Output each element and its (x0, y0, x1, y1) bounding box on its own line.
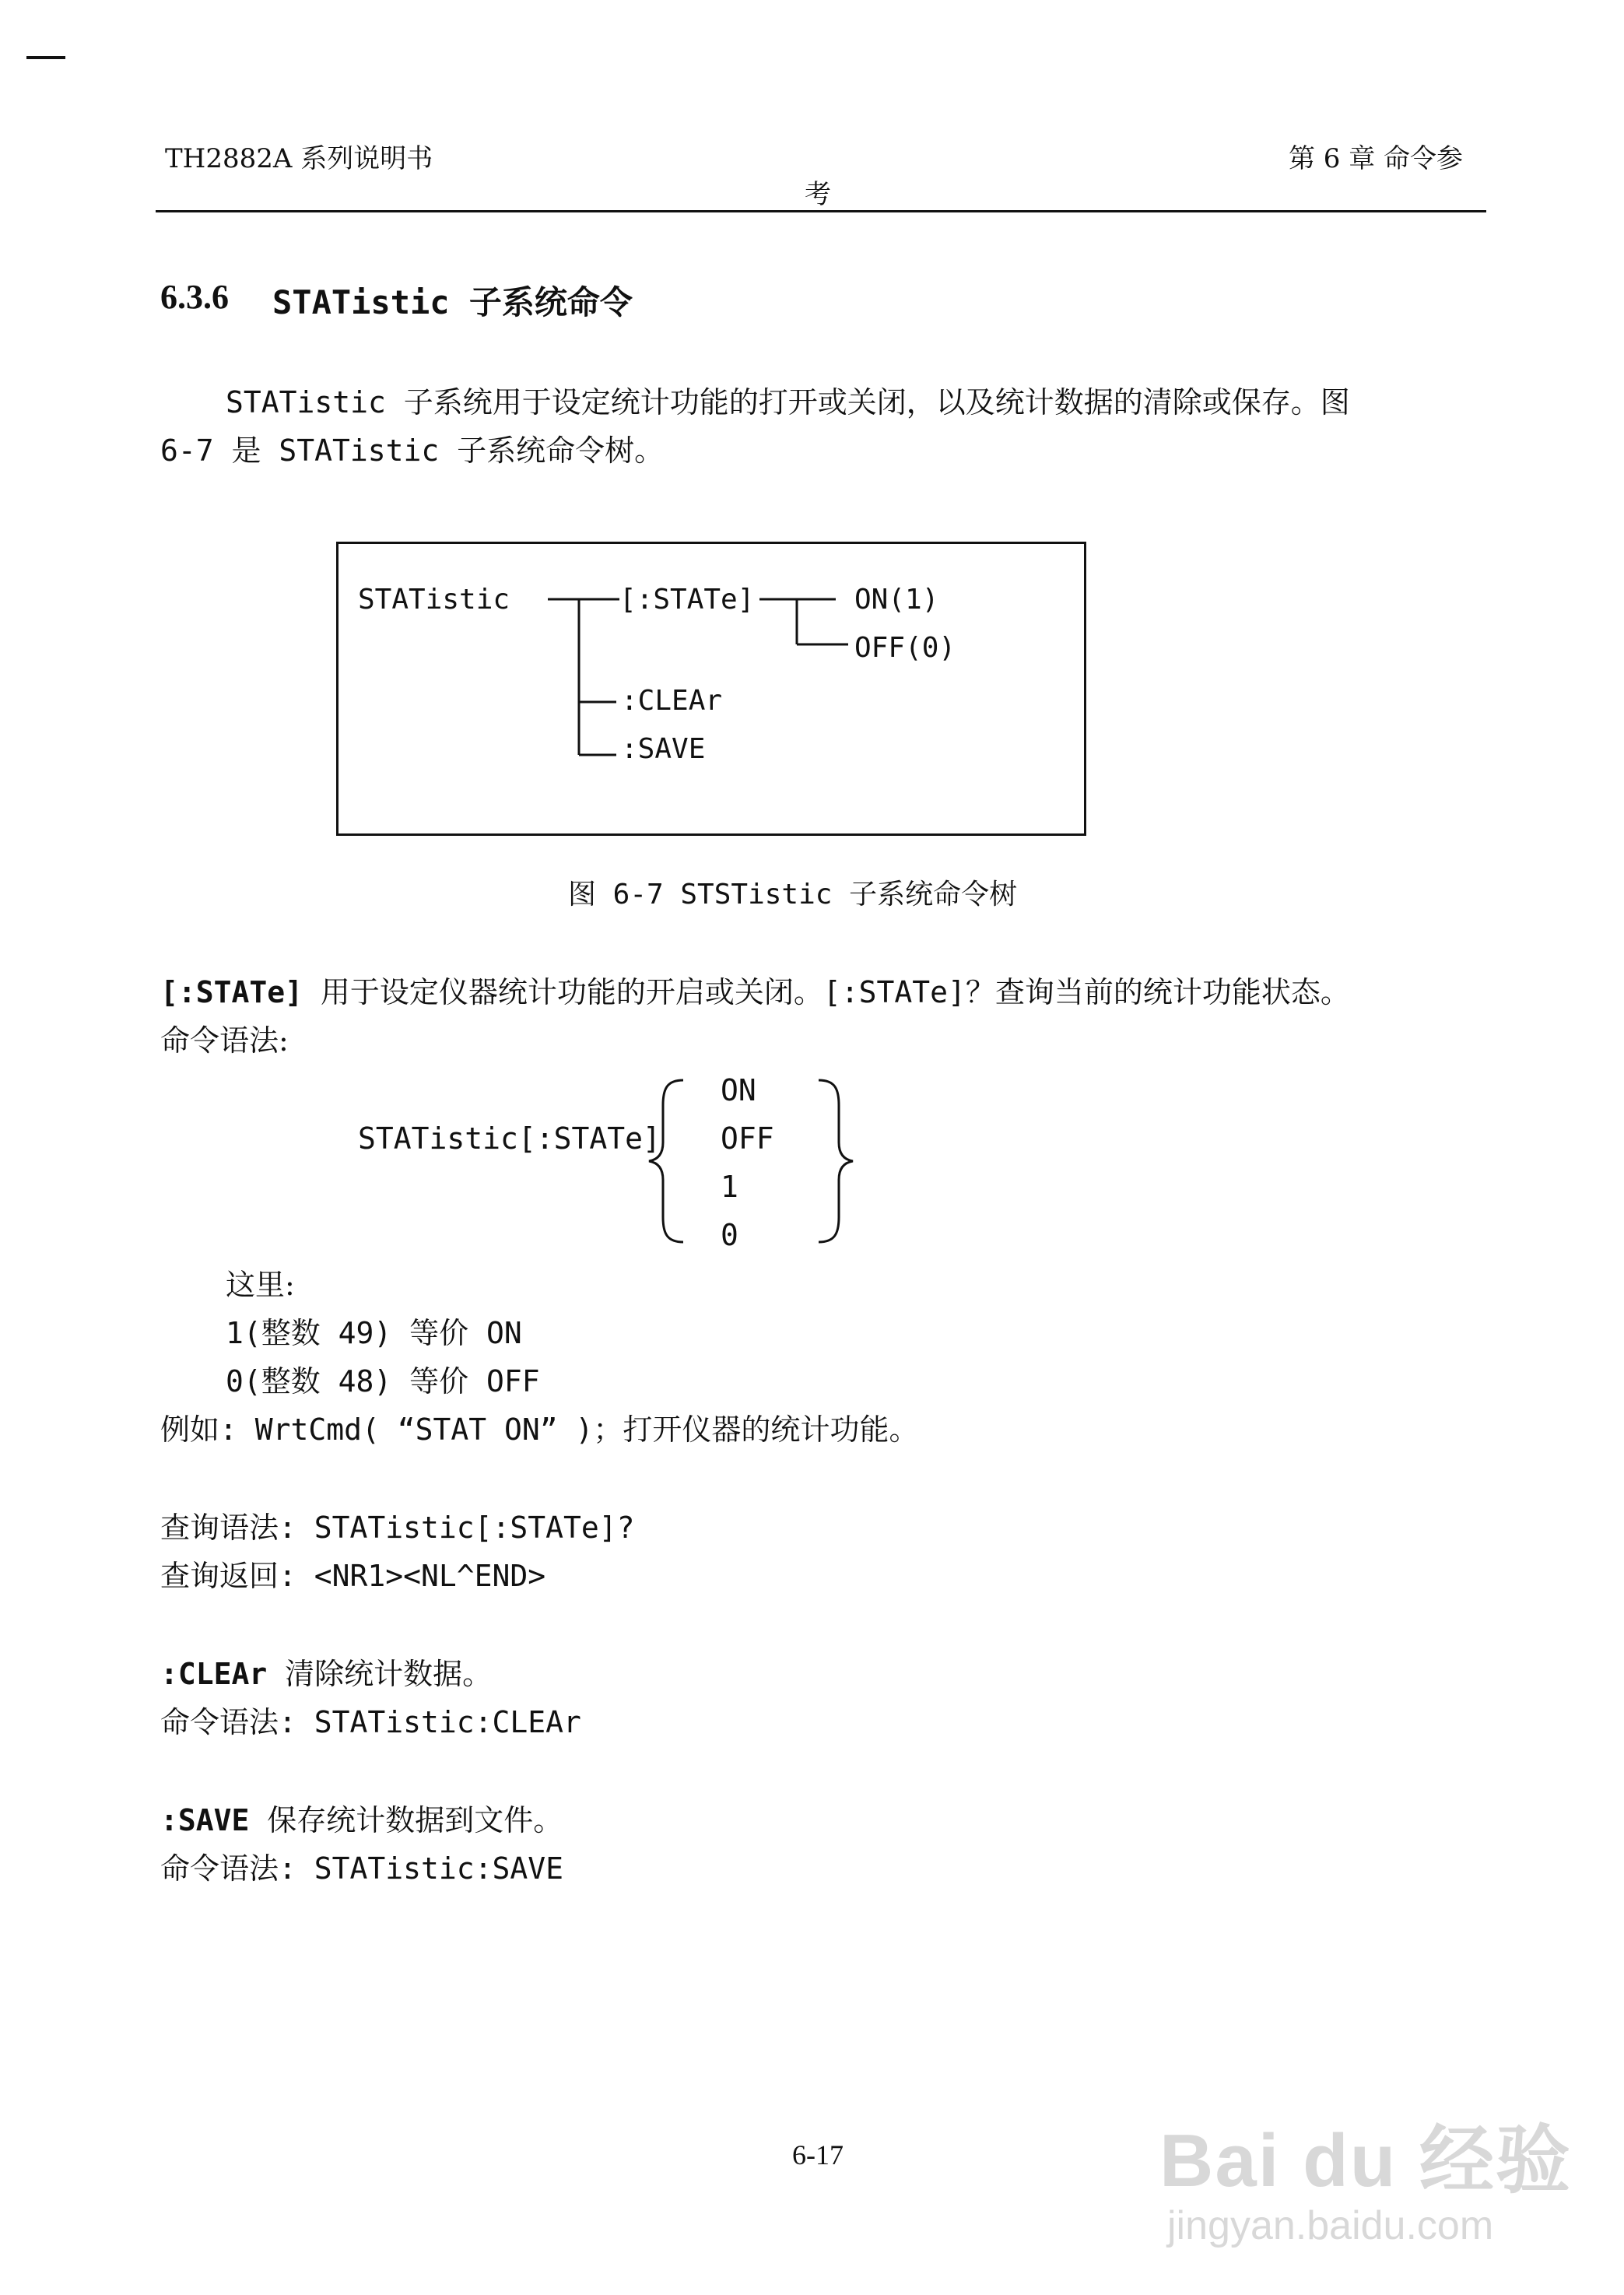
header-right-wrap: 考 (805, 179, 831, 210)
state-syntax-cmd: STATistic[:STATe] (358, 1121, 661, 1156)
where-line-2: 0(整数 48) 等价 OFF (226, 1364, 540, 1398)
option-on: ON (721, 1073, 756, 1107)
option-0: 0 (721, 1218, 738, 1252)
state-desc: 用于设定仪器统计功能的开启或关闭。[:STATe]？查询当前的统计功能状态。 (303, 975, 1350, 1009)
section-title: STATistic 子系统命令 (272, 283, 633, 321)
save-syntax: 命令语法: STATistic:SAVE (160, 1851, 564, 1886)
where-label: 这里: (226, 1268, 295, 1302)
intro-line-1: STATistic 子系统用于设定统计功能的打开或关闭，以及统计数据的清除或保存。图 (226, 385, 1350, 419)
clear-syntax: 命令语法: STATistic:CLEAr (160, 1705, 581, 1739)
example-line: 例如: WrtCmd( “STAT ON” )；打开仪器的统计功能。 (160, 1412, 919, 1447)
save-keyword: :SAVE (160, 1803, 250, 1837)
tree-root: STATistic (358, 584, 510, 616)
option-1: 1 (721, 1170, 738, 1204)
state-syntax-label: 命令语法: (160, 1023, 289, 1058)
query-return: 查询返回: <NR1><NL^END> (160, 1559, 546, 1593)
figure-caption: 图 6-7 STSTistic 子系统命令树 (568, 879, 1018, 911)
option-off: OFF (721, 1121, 774, 1156)
clear-keyword: :CLEAr (160, 1657, 268, 1691)
tree-state: [:STATe] (619, 584, 755, 616)
state-keyword: [:STATe] (160, 975, 303, 1009)
query-syntax: 查询语法: STATistic[:STATe]? (160, 1511, 635, 1545)
tree-save: :SAVE (621, 733, 706, 765)
command-tree-lines (0, 0, 1624, 856)
watermark-url: jingyan.baidu.com (1167, 2203, 1494, 2248)
state-line (160, 977, 1350, 1007)
right-brace (819, 1080, 853, 1242)
section-number: 6.3.6 (160, 278, 229, 316)
clear-line (160, 1659, 492, 1689)
save-desc: 保存统计数据到文件。 (249, 1803, 563, 1837)
left-brace (649, 1080, 683, 1242)
intro-line-2: 6-7 是 STATistic 子系统命令树。 (160, 433, 665, 468)
watermark-brand: Bai du 经验 (1159, 2119, 1573, 2202)
page-number: 6-17 (792, 2139, 844, 2170)
header-left: TH2882A 系列说明书 (165, 143, 433, 174)
save-line (160, 1805, 563, 1835)
tree-on: ON(1) (854, 584, 939, 616)
where-line-1: 1(整数 49) 等价 ON (226, 1316, 522, 1350)
clear-desc: 清除统计数据。 (267, 1657, 493, 1691)
tree-clear: :CLEAr (621, 685, 723, 717)
header-right: 第 6 章 命令参 (1289, 143, 1464, 174)
tree-off: OFF(0) (854, 632, 956, 664)
